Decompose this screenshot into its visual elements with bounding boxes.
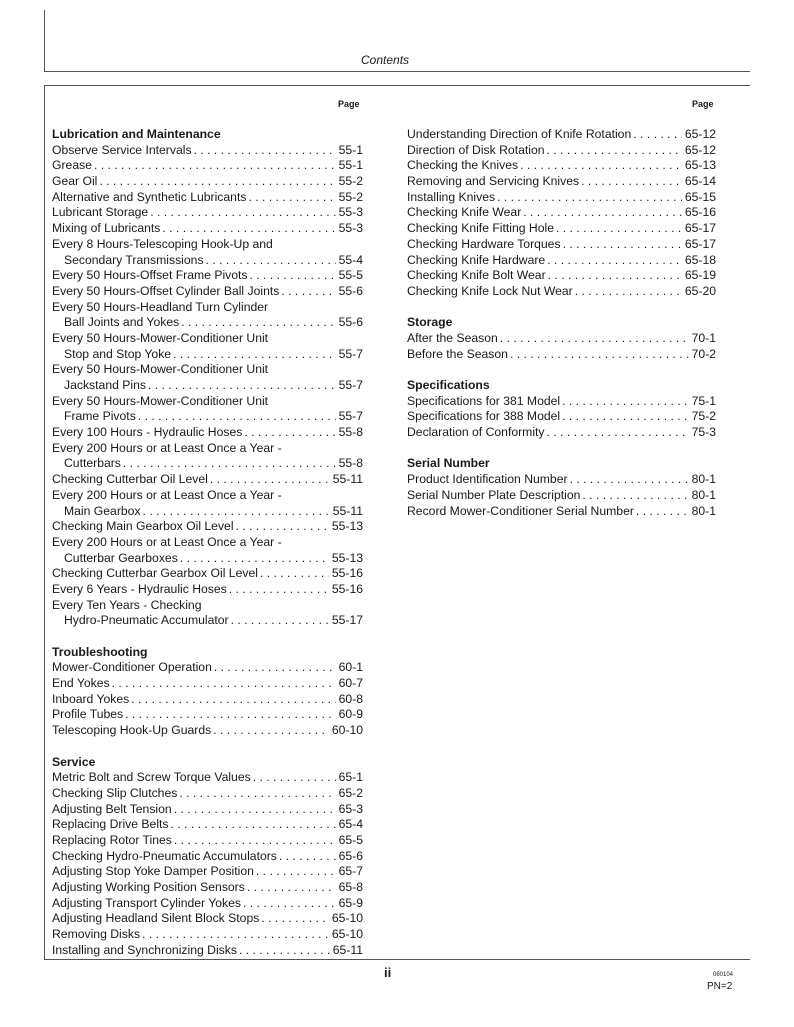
toc-entry-label: Ball Joints and Yokes	[64, 315, 180, 330]
toc-entry[interactable]	[52, 582, 363, 598]
toc-entry-page: 80-1	[691, 503, 716, 518]
section-heading: Service	[52, 754, 96, 769]
toc-entry-page: 75-3	[691, 425, 716, 440]
toc-entry[interactable]	[52, 786, 363, 802]
toc-entry-label: Frame Pivots	[64, 409, 136, 424]
toc-entry-page: 65-10	[331, 927, 363, 942]
right-page-column-label: Page	[692, 99, 714, 109]
toc-entry-page: 55-11	[332, 472, 363, 487]
toc-entry[interactable]	[407, 174, 716, 190]
toc-entry[interactable]	[407, 331, 716, 347]
left-page-column-label: Page	[338, 99, 360, 109]
toc-entry-page: 65-12	[684, 127, 716, 141]
toc-entry-label: Product Identification Number	[407, 472, 568, 487]
toc-entry-page: 60-1	[338, 660, 363, 675]
toc-entry[interactable]	[52, 849, 363, 865]
toc-entry-label: Inboard Yokes	[52, 691, 130, 706]
toc-entry[interactable]	[52, 174, 363, 190]
dot-leader	[208, 472, 330, 488]
toc-entry-page: 65-7	[338, 864, 363, 879]
toc-entry-page: 55-11	[332, 503, 363, 518]
toc-entry-page: 80-1	[691, 487, 716, 502]
toc-entry-line: Every Ten Years - Checking	[52, 597, 202, 612]
toc-entry[interactable]	[407, 221, 716, 237]
dot-leader	[254, 864, 336, 880]
toc-entry-page: 55-3	[338, 221, 363, 236]
toc-entry-line: Every 200 Hours or at Least Once a Year -	[52, 534, 282, 549]
toc-entry[interactable]	[52, 143, 363, 159]
toc-entry-label: Checking Cutterbar Gearbox Oil Level	[52, 566, 258, 581]
dot-leader	[521, 205, 682, 221]
toc-entry[interactable]	[52, 802, 363, 818]
dot-leader	[211, 723, 329, 739]
toc-entry[interactable]	[407, 237, 716, 253]
dot-leader	[229, 613, 329, 629]
dot-leader	[141, 504, 330, 520]
toc-entry-label: Every 6 Years - Hydraulic Hoses	[52, 581, 227, 596]
toc-entry-label: Replacing Rotor Tines	[52, 832, 172, 847]
toc-entry[interactable]	[52, 221, 363, 237]
dot-leader	[277, 849, 336, 865]
toc-entry-label: Adjusting Working Position Sensors	[52, 880, 245, 894]
toc-entry-page: 55-3	[338, 205, 363, 220]
toc-entry-page: 60-7	[338, 676, 363, 691]
toc-entry-label: Cutterbar Gearboxes	[64, 550, 178, 565]
dot-leader	[568, 472, 689, 488]
toc-entry[interactable]	[407, 409, 716, 425]
toc-entry[interactable]	[52, 519, 363, 535]
toc-entry-page: 65-12	[684, 142, 716, 157]
toc-entry-page: 80-1	[691, 472, 716, 487]
toc-entry[interactable]	[407, 127, 716, 143]
dot-leader	[234, 519, 329, 535]
toc-entry-page: 65-1	[338, 770, 363, 785]
dot-leader	[169, 817, 336, 833]
toc-entry-label: Replacing Drive Belts	[52, 817, 169, 832]
toc-entry-label: Every 50 Hours-Offset Frame Pivots	[52, 268, 248, 283]
toc-entry-line: Every 200 Hours or at Least Once a Year -	[52, 487, 282, 502]
toc-entry-label: Declaration of Conformity	[407, 425, 545, 440]
dot-leader	[146, 378, 336, 394]
toc-entry-page: 55-7	[338, 378, 363, 392]
toc-entry-label: Checking Knife Wear	[407, 205, 522, 220]
toc-entry-page: 55-1	[338, 142, 363, 157]
toc-entry-label: Metric Bolt and Screw Torque Values	[52, 770, 251, 785]
dot-leader	[258, 566, 329, 582]
toc-entry[interactable]	[52, 692, 363, 708]
toc-entry-page: 55-6	[338, 283, 363, 298]
toc-entry-page: 55-13	[331, 550, 363, 565]
toc-entry-page: 60-10	[331, 723, 363, 738]
section-spacer	[52, 739, 363, 755]
dot-leader	[160, 221, 335, 237]
header-horizontal-rule	[44, 71, 750, 72]
toc-entry-page: 70-2	[691, 346, 716, 361]
toc-entry-page: 55-7	[338, 346, 363, 361]
toc-entry[interactable]	[52, 927, 363, 943]
dot-leader	[545, 253, 682, 269]
toc-entry-page: 65-5	[338, 832, 363, 847]
toc-entry-label: Telescoping Hook-Up Guards	[52, 723, 212, 738]
toc-entry-line: Every 200 Hours or at Least Once a Year -	[52, 440, 282, 455]
toc-entry[interactable]	[407, 284, 716, 300]
toc-entry[interactable]	[407, 347, 716, 363]
toc-entry-label: Checking Knife Hardware	[407, 252, 546, 267]
toc-entry-label: Lubricant Storage	[52, 205, 149, 220]
section-heading: Storage	[407, 315, 453, 330]
dot-leader	[508, 347, 689, 363]
dot-leader	[279, 284, 335, 300]
toc-entry-label: Jackstand Pins	[64, 378, 146, 392]
toc-entry-page: 55-16	[331, 566, 363, 581]
toc-entry[interactable]	[52, 190, 363, 206]
toc-entry-label: Removing Disks	[52, 927, 141, 942]
dot-leader	[251, 770, 336, 786]
toc-entry[interactable]	[52, 833, 363, 849]
dot-leader	[495, 190, 682, 206]
toc-entry-label: Installing and Synchronizing Disks	[52, 942, 237, 957]
dot-leader	[204, 253, 336, 269]
toc-entry-page: 65-17	[684, 221, 716, 236]
toc-entry-page: 55-2	[338, 189, 363, 204]
toc-entry[interactable]	[52, 707, 363, 723]
toc-entry[interactable]	[52, 158, 363, 174]
dot-leader	[545, 425, 689, 441]
toc-entry[interactable]	[52, 315, 363, 331]
toc-entry-page: 65-2	[338, 785, 363, 800]
dot-leader	[248, 268, 336, 284]
toc-entry-page: 60-9	[338, 707, 363, 722]
toc-entry[interactable]	[52, 613, 363, 629]
dot-leader	[545, 143, 682, 159]
toc-entry[interactable]	[407, 158, 716, 174]
toc-entry[interactable]	[407, 472, 716, 488]
toc-entry-page: 55-4	[338, 252, 363, 267]
dot-leader	[560, 409, 688, 425]
right-toc-column	[407, 127, 716, 519]
toc-entry[interactable]	[52, 770, 363, 786]
dot-leader	[498, 331, 689, 347]
toc-entry-label: Secondary Transmissions	[64, 252, 204, 267]
page-number-code: PN=2	[707, 981, 733, 992]
toc-entry[interactable]	[52, 504, 363, 520]
toc-entry-page: 70-1	[691, 330, 716, 345]
toc-entry[interactable]	[52, 880, 363, 896]
dot-leader	[227, 582, 329, 598]
toc-entry-label: Mower-Conditioner Operation	[52, 660, 212, 675]
dot-leader	[140, 927, 329, 943]
dot-leader	[212, 660, 336, 676]
toc-entry-label: Removing and Servicing Knives	[407, 174, 580, 189]
dot-leader	[579, 174, 682, 190]
toc-entry-label: Adjusting Transport Cylinder Yokes	[52, 895, 242, 910]
toc-entry-page: 65-13	[684, 158, 716, 173]
toc-entry[interactable]	[52, 943, 363, 959]
toc-entry-page: 55-17	[331, 613, 363, 628]
dot-leader	[518, 158, 682, 174]
toc-entry-label: End Yokes	[52, 676, 110, 691]
dot-leader	[245, 880, 336, 896]
dot-leader	[546, 268, 682, 284]
dot-leader	[172, 802, 336, 818]
toc-entry[interactable]	[52, 268, 363, 284]
header-vertical-rule	[44, 10, 45, 72]
dot-leader	[246, 190, 335, 206]
dot-leader	[561, 237, 682, 253]
toc-entry-label: Gear Oil	[52, 174, 98, 189]
toc-entry-page: 65-4	[338, 817, 363, 832]
dot-leader	[92, 158, 336, 174]
toc-entry-page: 65-19	[684, 268, 716, 283]
toc-entry-label: Checking Cutterbar Oil Level	[52, 472, 208, 487]
dot-leader	[192, 143, 336, 159]
toc-entry-label: Checking Knife Fitting Hole	[407, 221, 554, 236]
section-spacer	[407, 362, 716, 378]
toc-entry-page: 65-20	[684, 283, 716, 298]
toc-entry[interactable]	[407, 205, 716, 221]
document-code: 060104	[713, 972, 734, 978]
toc-entry-page: 55-8	[338, 456, 363, 471]
toc-entry-page: 65-18	[684, 252, 716, 267]
toc-entry-label: Understanding Direction of Knife Rotation	[407, 127, 632, 141]
toc-entry-label: Checking the Knives	[407, 158, 519, 173]
toc-entry-line: Every 8 Hours-Telescoping Hook-Up and	[52, 236, 273, 251]
toc-entry-page: 65-15	[684, 189, 716, 204]
dot-leader	[237, 943, 330, 959]
toc-entry-page: 65-16	[684, 205, 716, 220]
section-heading: Specifications	[407, 378, 490, 392]
section-heading: Serial Number	[407, 456, 490, 471]
toc-entry-page: 65-6	[338, 848, 363, 863]
toc-entry-label: Checking Main Gearbox Oil Level	[52, 519, 234, 534]
toc-entry-label: Profile Tubes	[52, 707, 124, 722]
toc-entry[interactable]	[52, 378, 363, 394]
toc-entry-label: Main Gearbox	[64, 503, 141, 518]
dot-leader	[631, 127, 682, 143]
toc-entry-page: 65-17	[684, 236, 716, 251]
toc-entry[interactable]	[52, 911, 363, 927]
toc-entry[interactable]	[407, 425, 716, 441]
toc-entry-label: Adjusting Headland Silent Block Stops	[52, 911, 260, 926]
toc-entry-page: 55-13	[331, 519, 363, 534]
dot-leader	[259, 911, 329, 927]
toc-entry-page: 65-11	[332, 942, 363, 957]
toc-entry-line: Every 50 Hours-Mower-Conditioner Unit	[52, 393, 269, 408]
toc-entry[interactable]	[52, 347, 363, 363]
dot-leader	[634, 504, 689, 520]
dot-leader	[573, 284, 682, 300]
toc-entry-page: 55-16	[331, 581, 363, 596]
dot-leader	[242, 425, 335, 441]
toc-entry[interactable]	[52, 284, 363, 300]
toc-entry-label: Hydro-Pneumatic Accumulator	[64, 613, 229, 628]
toc-entry[interactable]	[52, 723, 363, 739]
dot-leader	[177, 786, 335, 802]
toc-entry[interactable]	[52, 660, 363, 676]
toc-entry-label: Specifications for 388 Model	[407, 409, 561, 424]
toc-entry[interactable]	[52, 456, 363, 472]
dot-leader	[97, 174, 335, 190]
toc-entry-label: Grease	[52, 158, 92, 173]
section-heading: Troubleshooting	[52, 644, 148, 659]
left-toc-column	[52, 127, 363, 958]
toc-entry[interactable]	[52, 551, 363, 567]
toc-entry-line: Every 50 Hours-Mower-Conditioner Unit	[52, 330, 269, 345]
toc-entry-label: Adjusting Belt Tension	[52, 801, 172, 816]
toc-entry[interactable]	[52, 896, 363, 912]
dot-leader	[560, 394, 688, 410]
toc-entry-label: Every 100 Hours - Hydraulic Hoses	[52, 425, 243, 440]
toc-entry[interactable]	[52, 253, 363, 269]
toc-entry-page: 65-8	[338, 880, 363, 894]
toc-entry-label: Checking Hardware Torques	[407, 236, 561, 251]
dot-leader	[179, 315, 335, 331]
toc-entry[interactable]	[407, 268, 716, 284]
toc-entry-page: 75-2	[691, 409, 716, 424]
toc-entry-label: Observe Service Intervals	[52, 142, 192, 157]
dot-leader	[178, 551, 329, 567]
toc-entry-page: 55-2	[338, 174, 363, 189]
toc-entry[interactable]	[52, 864, 363, 880]
toc-entry-label: Before the Season	[407, 346, 508, 361]
section-heading: Lubrication and Maintenance	[52, 127, 221, 141]
page-folio: ii	[384, 965, 392, 980]
toc-entry[interactable]	[407, 190, 716, 206]
dot-leader	[129, 692, 335, 708]
toc-entry-line: Every 50 Hours-Mower-Conditioner Unit	[52, 362, 269, 377]
toc-entry-label: Installing Knives	[407, 189, 496, 204]
toc-entry[interactable]	[52, 472, 363, 488]
toc-entry[interactable]	[407, 504, 716, 520]
toc-entry[interactable]	[407, 394, 716, 410]
toc-entry[interactable]	[52, 817, 363, 833]
dot-leader	[136, 409, 336, 425]
toc-entry-label: Checking Slip Clutches	[52, 785, 178, 800]
toc-entry-page: 55-8	[338, 425, 363, 440]
toc-entry[interactable]	[52, 566, 363, 582]
dot-leader	[148, 205, 335, 221]
dot-leader	[121, 456, 336, 472]
toc-entry-label: Mixing of Lubricants	[52, 221, 161, 236]
toc-entry[interactable]	[52, 676, 363, 692]
toc-entry[interactable]	[52, 205, 363, 221]
dot-leader	[554, 221, 682, 237]
toc-entry[interactable]	[407, 143, 716, 159]
toc-entry-label: Every 50 Hours-Offset Cylinder Ball Joints	[52, 283, 280, 298]
toc-entry-label: Alternative and Synthetic Lubricants	[52, 189, 247, 204]
toc-entry-line: Every 50 Hours-Headland Turn Cylinder	[52, 299, 269, 314]
dot-leader	[241, 896, 336, 912]
dot-leader	[580, 488, 688, 504]
toc-entry[interactable]	[52, 409, 363, 425]
toc-entry-label: Serial Number Plate Description	[407, 487, 581, 502]
toc-entry-page: 60-8	[338, 691, 363, 706]
toc-entry-page: 65-9	[338, 895, 363, 910]
toc-entry-label: Record Mower-Conditioner Serial Number	[407, 503, 634, 518]
toc-entry-label: Checking Hydro-Pneumatic Accumulators	[52, 848, 277, 863]
dot-leader	[110, 676, 336, 692]
dot-leader	[123, 707, 335, 723]
toc-entry-label: Stop and Stop Yoke	[64, 346, 172, 361]
toc-entry-label: Cutterbars	[64, 456, 121, 471]
section-spacer	[52, 629, 363, 645]
toc-entry-label: Adjusting Stop Yoke Damper Position	[52, 864, 254, 879]
dot-leader	[172, 833, 336, 849]
toc-entry[interactable]	[407, 488, 716, 504]
toc-entry-label: Checking Knife Bolt Wear	[407, 268, 546, 283]
page-title: Contents	[361, 53, 410, 67]
toc-entry-page: 65-14	[684, 174, 716, 189]
section-spacer	[407, 441, 716, 457]
toc-entry-page: 55-5	[338, 268, 363, 283]
toc-entry-page: 65-3	[338, 801, 363, 816]
toc-entry-page: 55-7	[338, 409, 363, 424]
toc-entry-label: Checking Knife Lock Nut Wear	[407, 283, 573, 298]
toc-entry-page: 75-1	[691, 393, 716, 408]
toc-entry-page: 55-6	[338, 315, 363, 330]
toc-entry-label: Direction of Disk Rotation	[407, 142, 545, 157]
section-spacer	[407, 300, 716, 316]
toc-entry-page: 65-10	[331, 911, 363, 926]
toc-entry-page: 55-1	[338, 158, 363, 173]
toc-entry[interactable]	[407, 253, 716, 269]
toc-entry-label: Specifications for 381 Model	[407, 393, 561, 408]
toc-entry[interactable]	[52, 425, 363, 441]
toc-entry-label: After the Season	[407, 330, 498, 345]
dot-leader	[171, 347, 336, 363]
